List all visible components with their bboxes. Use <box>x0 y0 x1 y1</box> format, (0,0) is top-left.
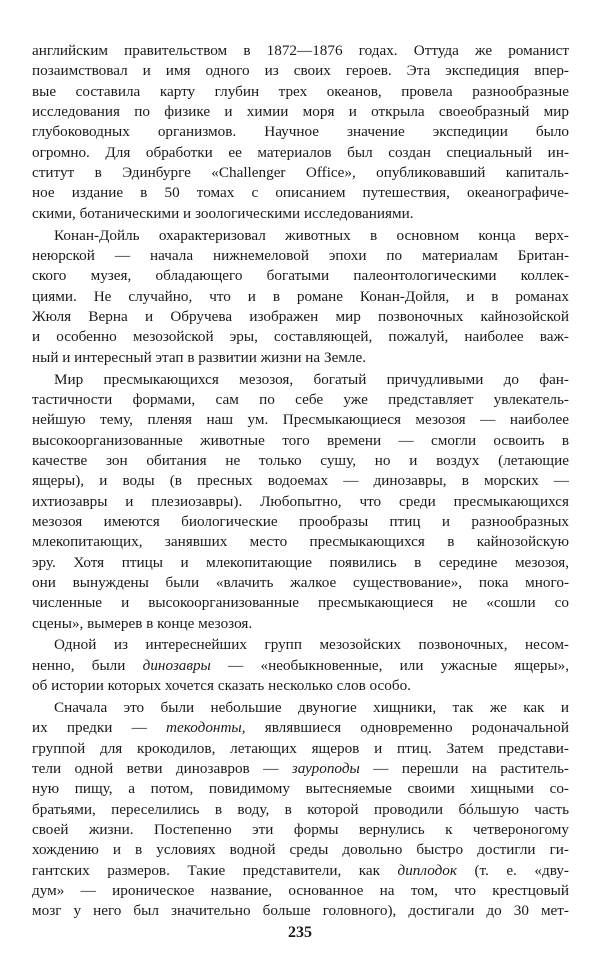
text-line <box>32 901 569 921</box>
text-line <box>32 61 569 81</box>
text-line <box>32 390 569 410</box>
page-body-text <box>32 41 569 923</box>
text-line <box>32 143 569 163</box>
text-segment: мозг у него был значительно больше головного), достигали до 30 мет- <box>32 902 569 920</box>
text-line <box>32 718 569 738</box>
text-segment: ихтиозавры и плезиозавры). Любопытно, что среди пресмыкающихся <box>32 492 569 510</box>
italic-term: диплодок <box>397 861 457 879</box>
text-segment: Жюля Верна и Обручева изображен мир позвоночных кайнозойской <box>32 307 569 325</box>
text-line <box>32 512 569 532</box>
text-line <box>32 370 569 390</box>
text-segment: братьями, переселились в воду, в которой проводили бóльшую часть <box>32 800 569 818</box>
text-line <box>32 614 569 634</box>
text-line <box>32 739 569 759</box>
text-segment: позаимствовал и имя одного из своих героев. Эта экспедиция впер- <box>32 62 569 80</box>
text-segment: исследования по физике и химии моря и открыла своеобразный мир <box>32 103 569 121</box>
text-segment: Одной из интереснейших групп мезозойских позвоночных, несом- <box>54 636 569 654</box>
text-segment: эру. Хотя птицы и млекопитающие появились в середине мезозоя, <box>32 553 569 571</box>
text-segment: их предки — <box>32 719 167 737</box>
paragraph <box>32 635 569 696</box>
paragraph <box>32 698 569 922</box>
paragraph <box>32 370 569 634</box>
text-line <box>32 41 569 61</box>
text-segment: нейшую тему, пленяя наш ум. Пресмыкающиеся мезозоя — наиболее <box>32 411 569 429</box>
text-line <box>32 553 569 573</box>
text-line <box>32 698 569 718</box>
text-line <box>32 573 569 593</box>
text-line <box>32 226 569 246</box>
text-segment: они вынуждены были «влачить жалкое существование», пока много- <box>32 573 569 591</box>
text-segment: (т. е. «дву- <box>456 861 569 879</box>
text-line <box>32 410 569 430</box>
italic-term: зауроподы <box>291 760 360 778</box>
text-segment: дум» — ироническое название, основанное на том, что крестцовый <box>32 882 569 900</box>
text-segment: — «необыкновенные, или ужасные ящеры», <box>210 656 570 674</box>
text-line <box>32 635 569 655</box>
text-segment: Сначала это были небольшие двуногие хищники, так же как и <box>54 699 569 716</box>
text-segment: ненно, были <box>32 656 143 674</box>
italic-term: текодонты, <box>166 719 246 737</box>
text-segment: качестве зон обитания не только сушу, но и воздух (летающие <box>32 451 569 469</box>
text-line <box>32 840 569 860</box>
text-segment: вые составила карту глубин трех океанов, провела разнообразные <box>32 82 569 100</box>
text-line <box>32 800 569 820</box>
text-segment: ящеры), и воды (в пресных водоемах — динозавры, в морских — <box>32 472 569 490</box>
text-segment: скими, ботаническими и зоологическими исследованиями. <box>32 204 414 222</box>
text-line <box>32 471 569 491</box>
text-segment: об истории которых хочется сказать несколько слов особо. <box>32 677 411 695</box>
text-segment: — перешли на раститель- <box>359 760 569 778</box>
text-line <box>32 163 569 183</box>
paragraph <box>32 226 569 368</box>
text-segment: неюрской — начала нижнемеловой эпохи по материалам Британ- <box>32 246 569 264</box>
text-segment: являвшиеся одновременно родоначальной <box>245 719 569 737</box>
text-line <box>32 204 569 224</box>
text-segment: Мир пресмыкающихся мезозоя, богатый причудливыми до фан- <box>54 370 569 388</box>
text-line <box>32 532 569 552</box>
text-segment: циями. Не случайно, что и в романе Конан-Дойля, и в романах <box>32 287 569 305</box>
text-line <box>32 327 569 347</box>
text-line <box>32 593 569 613</box>
text-segment: своей жизни. Постепенно эти формы вернулись к четвероногому <box>32 821 569 839</box>
text-line <box>32 431 569 451</box>
text-line <box>32 266 569 286</box>
text-line <box>32 307 569 327</box>
text-line <box>32 881 569 901</box>
text-line <box>32 82 569 102</box>
text-segment: сцены», вымерев в конце мезозоя. <box>32 614 253 632</box>
text-segment: огромно. Для обработки ее материалов был создан специальный ин- <box>32 143 569 161</box>
text-segment: ститут в Эдинбурге «Challenger Office», опубликовавший капиталь- <box>32 164 569 182</box>
text-segment: ный и интересный этап в развитии жизни на Земле. <box>32 348 367 366</box>
text-segment: тастичности формами, сам по себе уже представляет увлекатель- <box>32 390 569 408</box>
text-line <box>32 820 569 840</box>
text-line <box>32 451 569 471</box>
text-segment: численные и высокоорганизованные пресмыкающиеся не «сошли со <box>32 594 569 612</box>
text-segment: ную пищу, а потом, повидимому вытесняемые своими хищными со- <box>32 780 569 798</box>
text-line <box>32 183 569 203</box>
page-number: 235 <box>288 924 312 941</box>
text-segment: тели одной ветви динозавров — <box>32 760 292 778</box>
text-line <box>32 122 569 142</box>
text-segment: мезозоя имеются биологические прообразы птиц и разнообразных <box>32 512 569 530</box>
text-segment: Конан-Дойль охарактеризовал животных в основном конца верх- <box>54 226 569 244</box>
text-segment: высокоорганизованные животные того времени — смогли освоить в <box>32 431 569 449</box>
text-segment: глубоководных организмов. Научное значение экспедиции было <box>32 123 569 141</box>
italic-term: динозавры <box>142 656 211 674</box>
text-line <box>32 656 569 676</box>
text-line <box>32 861 569 881</box>
text-line <box>32 287 569 307</box>
text-line <box>32 348 569 368</box>
text-line <box>32 246 569 266</box>
text-segment: и особенно мезозойской эры, составляющей, пожалуй, наиболее важ- <box>32 328 569 346</box>
text-line <box>32 492 569 512</box>
text-segment: группой для крокодилов, летающих ящеров и птиц. Затем представи- <box>32 739 569 757</box>
text-segment: английским правительством в 1872—1876 годах. Оттуда же романист <box>32 42 569 59</box>
text-segment: гантских размеров. Такие представители, как <box>32 861 398 879</box>
text-segment: ского музея, обладающего богатыми палеонтологическими коллек- <box>32 267 569 285</box>
text-segment: млекопитающих, занявших место пресмыкающихся в кайнозойскую <box>32 533 569 551</box>
text-line <box>32 759 569 779</box>
text-line <box>32 676 569 696</box>
text-segment: ное издание в 50 томах с описанием путешествия, океанографиче- <box>32 184 569 202</box>
text-line <box>32 102 569 122</box>
text-segment: хождению и в условиях водной среды довольно быстро достигли ги- <box>32 841 569 859</box>
text-line <box>32 779 569 799</box>
paragraph <box>32 41 569 224</box>
